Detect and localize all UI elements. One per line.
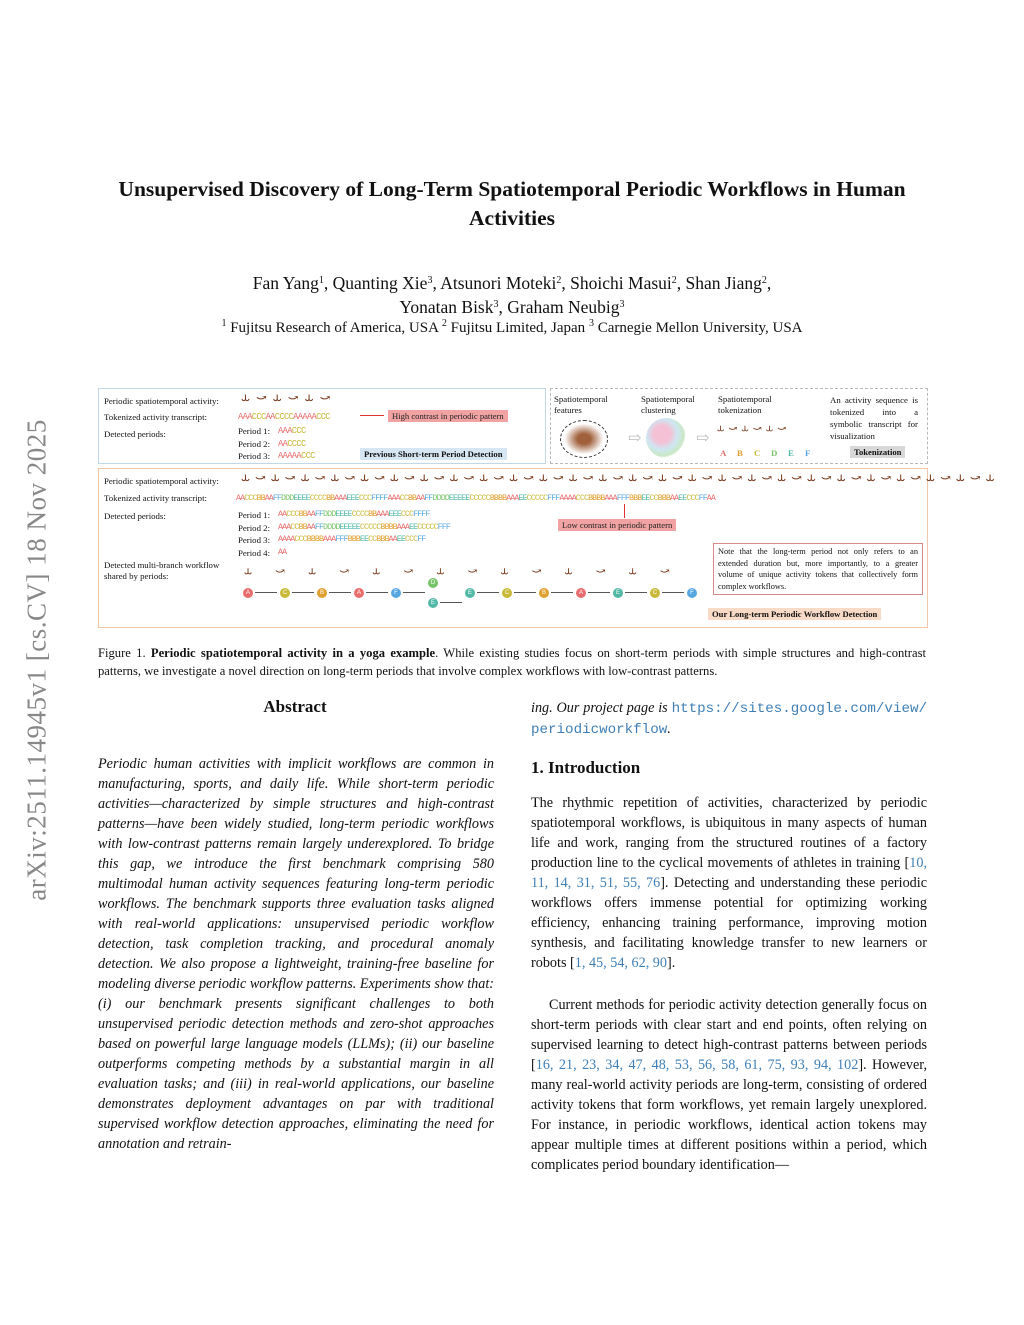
bottom-row-workflow-label: Detected multi-branch workflow shared by periods: — [104, 560, 220, 581]
workflow-node: E — [428, 598, 438, 608]
intro-heading: 1. Introduction — [531, 758, 641, 777]
affiliations: $^1$ Fujitsu Research of America, USA $^2$ Fujitsu Limited, Japan $^3$ Carnegie Mellon University, USA — [221, 318, 803, 336]
period-label: Period 3: — [238, 451, 271, 461]
workflow-node: C — [650, 588, 660, 598]
author-line-2: Yonatan Bisk$^3$, Graham Neubig$^3$ — [399, 297, 625, 317]
step-features: Spatiotemporal features — [554, 394, 608, 415]
down-arrow-icon — [624, 504, 625, 518]
step-tokenization: Spatiotemporal tokenization — [718, 394, 772, 415]
long-term-note: Note that the long-term period not only refers to an extended duration but, more importantly, to a greater volume of unique activity tokens that collectively form complex workflows. — [713, 543, 923, 595]
workflow-node: A — [576, 588, 586, 598]
previous-method-title: Previous Short-term Period Detection — [360, 448, 507, 460]
arrow-right-icon: ⇨ — [628, 430, 642, 447]
author-list — [100, 271, 924, 319]
workflow-node: A — [354, 588, 364, 598]
arrow-right-icon-2: ⇨ — [696, 430, 710, 447]
low-contrast-tag: Low contrast in periodic pattern — [558, 519, 676, 531]
abstract-heading: Abstract — [263, 697, 327, 716]
bottom-row-transcript-label: Tokenized activity transcript: — [104, 493, 207, 503]
period-seq: AACCCBBAAFFDDDEEEECCCCBBAAAEEECCCFFFF — [278, 510, 430, 519]
citation-link[interactable]: 10, 11, 14, 31, 51, 55, 76 — [531, 855, 927, 891]
top-row-transcript-label: Tokenized activity transcript: — [104, 412, 207, 422]
workflow-arrow — [625, 592, 647, 593]
period-seq: AACCCC — [278, 438, 306, 449]
affiliation: Carnegie Mellon University, USA — [593, 320, 803, 336]
project-page-link[interactable]: https://sites.google.com/view/periodicworkflow — [531, 701, 927, 738]
author-name: Shoichi Masui$^2$ — [570, 273, 677, 293]
cluster-icon — [646, 418, 686, 458]
token-letter: C — [754, 448, 761, 458]
affiliation: Fujitsu Limited, Japan — [446, 320, 589, 336]
author-name: Atsunori Moteki$^2$ — [440, 273, 562, 293]
workflow-node: A — [243, 588, 253, 598]
period-label: Period 2: — [238, 522, 271, 533]
workflow-node: F — [391, 588, 401, 598]
workflow-node: E — [465, 588, 475, 598]
author-name: Shan Jiang$^2$ — [685, 273, 767, 293]
token-letter: F — [805, 448, 811, 458]
top-row-activity-label: Periodic spatiotemporal activity: — [104, 396, 219, 406]
workflow-arrow — [662, 592, 684, 593]
workflow-arrow — [551, 592, 573, 593]
tokenization-description: An activity sequence is tokenized into a symbolic transcript for visualization — [830, 395, 918, 441]
figure-1 — [98, 388, 1000, 628]
author-name: Yonatan Bisk$^3$ — [399, 297, 499, 317]
author-name: Quanting Xie$^3$ — [332, 273, 433, 293]
workflow-arrow — [477, 592, 499, 593]
token-letter: A — [720, 448, 727, 458]
bottom-row-activity-label: Periodic spatiotemporal activity: — [104, 476, 219, 486]
bottom-row-periods-label: Detected periods: — [104, 511, 166, 521]
token-letter: D — [771, 448, 778, 458]
period-seq: AAACCBBAAFFDDDDEEEEECCCCCBBBBAAAEECCCCCFFF — [278, 522, 450, 532]
figure-caption — [98, 644, 926, 680]
arxiv-stamp: arXiv:2511.14945v1 [cs.CV] 18 Nov 2025 — [21, 419, 52, 901]
period-seq: AAACCC — [278, 426, 306, 436]
workflow-node: F — [687, 588, 697, 598]
arrow-icon — [360, 415, 384, 416]
workflow-arrow — [366, 592, 388, 593]
period-label: Period 1: — [238, 510, 271, 520]
workflow-arrow — [329, 592, 351, 593]
intro-paragraph-1: The rhythmic repetition of activities, characterized by periodic spatiotemporal workflows, is ubiquitous in many aspects of human life and work, ranging from the structured routines of a factory production line to the cyclical movements of athletes in training [10, 11, 14, 31, 51, 55, 76]. Detecting and understanding these periodic workflows offers immense potential for optimizing working efficiency, enhancing training performance, improving motion synthesis, and facilitating knowledge transfer to new learners or robots [1, 45, 54, 62, 90]. — [531, 795, 927, 971]
citation-link[interactable]: 16, 21, 23, 34, 47, 48, 53, 56, 58, 61, 75, 93, 94, 102 — [535, 1057, 859, 1073]
period-seq: AA — [278, 547, 287, 557]
workflow-node: B — [539, 588, 549, 598]
long-yoga-pose-icons: ⥿⤻⥿⤻⥿⤻⥿⤻⥿⤻⥿⤻⥿⤻⥿⤻⥿⤻⥿⤻⥿⤻⥿⤻⥿⤻⥿⤻⥿⤻⥿⤻⥿⤻⥿⤻⥿⤻⥿⤻⥿⤻⥿⤻⥿⤻⥿⤻⥿⤻⥿ — [240, 470, 1000, 485]
workflow-node: E — [613, 588, 623, 598]
workflow-node: D — [428, 578, 438, 588]
workflow-arrow — [440, 602, 462, 603]
affiliation: Fujitsu Research of America, USA — [226, 320, 442, 336]
high-contrast-tag: High contrast in periodic pattern — [388, 410, 508, 422]
period-seq: AAAAACCC — [278, 451, 315, 461]
workflow-arrow — [514, 592, 536, 593]
yoga-pose-icons: ⥿⤻⥿⤻⥿⤻ — [240, 390, 336, 405]
period-label: Period 1: — [238, 426, 271, 436]
workflow-node: B — [317, 588, 327, 598]
intro-paragraph-2: Current methods for periodic activity detection generally focus on short-term periods with clear start and end points, often relying on supervised learning to detect high-contrast patterns between periods [16, 21, 23, 34, 47, 48, 53, 56, 58, 61, 75, 93, 94, 102]. However, many real-world activity periods are long-term, consisting of ordered activity tokens that form workflows, yet remain largely unexplored. For instance, in periodic workflows, identical action tokens may appear multiple times at different positions within a period, which complicates period boundary identification— — [531, 997, 928, 1173]
top-row-periods-label: Detected periods: — [104, 429, 166, 439]
caption-label: Figure 1. — [98, 646, 146, 660]
citation-link[interactable]: 1, 45, 54, 62, 90 — [574, 955, 667, 971]
tokenization-title: Tokenization — [850, 446, 905, 458]
author-name: Graham Neubig$^3$ — [507, 297, 625, 317]
token-letter: E — [788, 448, 794, 458]
bottom-transcript: AACCCBBAAFFDDDEEEECCCCBBAAAEEECCCFFFFAAACCBBAAFFDDDDEEEEECCCCCBBBBAAAEECCCCCFFFAAAACCCBBBBAAAFFFBBBEECCBBBAAEECCCFFAA — [236, 494, 715, 503]
period-label: Period 3: — [238, 535, 271, 545]
period-label: Period 4: — [238, 547, 271, 558]
workflow-arrow — [292, 592, 314, 593]
abstract-body: Periodic human activities with implicit workflows are common in manufacturing, sports, and daily life. While short-term periodic activities—characterized by simple structures and high-contrast patterns—have been widely studied, long-term periodic workflows with low-contrast patterns remain largely underexplored. To bridge this gap, we introduce the first benchmark comprising 580 multimodal human activity sequences featuring long-term periodic workflows. The benchmark supports three evaluation tasks aligned with real-world applications: unsupervised periodic workflow detection, task completion tracking, and procedural anomaly detection. We also propose a lightweight, training-free baseline for modeling diverse periodic workflow patterns. Experiments show that: (i) our benchmark presents significant challenges to both unsupervised periodic detection methods and zero-shot approaches based on powerful large language models (LLMs); (ii) our baseline outperforms competing methods by a substantial margin in all evaluation tasks; and (iii) in real-world applications, our baseline demonstrates deployment advantages on par with traditional supervised workflow detection approaches, eliminating the need for annotation and retrain- — [98, 756, 494, 1152]
author-name: Fan Yang$^1$ — [252, 273, 324, 293]
top-transcript: AAACCCAACCCCAAAAACCC — [238, 412, 330, 422]
caption-bold: Periodic spatiotemporal activity in a yoga example — [150, 646, 436, 660]
token-letter: B — [737, 448, 743, 458]
workflow-node: C — [502, 588, 512, 598]
workflow-node: C — [280, 588, 290, 598]
workflow-arrow — [403, 592, 425, 593]
period-label: Period 2: — [238, 438, 271, 449]
caption-rest: . While existing studies focus on short-term periods with simple structures and high-contrast patterns, we investigate a novel direction on long-term periods that involve complex workflows with low-contrast patterns. — [98, 646, 926, 678]
our-method-title: Our Long-term Periodic Workflow Detection — [708, 608, 881, 620]
paper-title: Unsupervised Discovery of Long-Term Spatiotemporal Periodic Workflows in Human Activities — [118, 177, 906, 230]
token-pose-icons: ⥿⤻⥿⤻⥿⤻ — [716, 423, 790, 435]
feature-cloud-icon — [560, 420, 608, 458]
workflow-pose-icons: ⥿⤻⥿⤻⥿⤻⥿⤻⥿⤻⥿⤻⥿⤻ — [243, 564, 692, 578]
workflow-arrow — [255, 592, 277, 593]
abstract-continued: ing. Our project page is https://sites.google.com/view/periodicworkflow. — [531, 700, 927, 738]
step-clustering: Spatiotemporal clustering — [641, 394, 695, 415]
workflow-arrow — [588, 592, 610, 593]
author-line-1: Fan Yang$^1$, Quanting Xie$^3$, Atsunori Moteki$^2$, Shoichi Masui$^2$, Shan Jiang$^2$, — [252, 273, 772, 293]
period-seq: AAAACCCBBBBAAAFFFBBBEECCBBBAAEECCCFF — [278, 535, 426, 544]
